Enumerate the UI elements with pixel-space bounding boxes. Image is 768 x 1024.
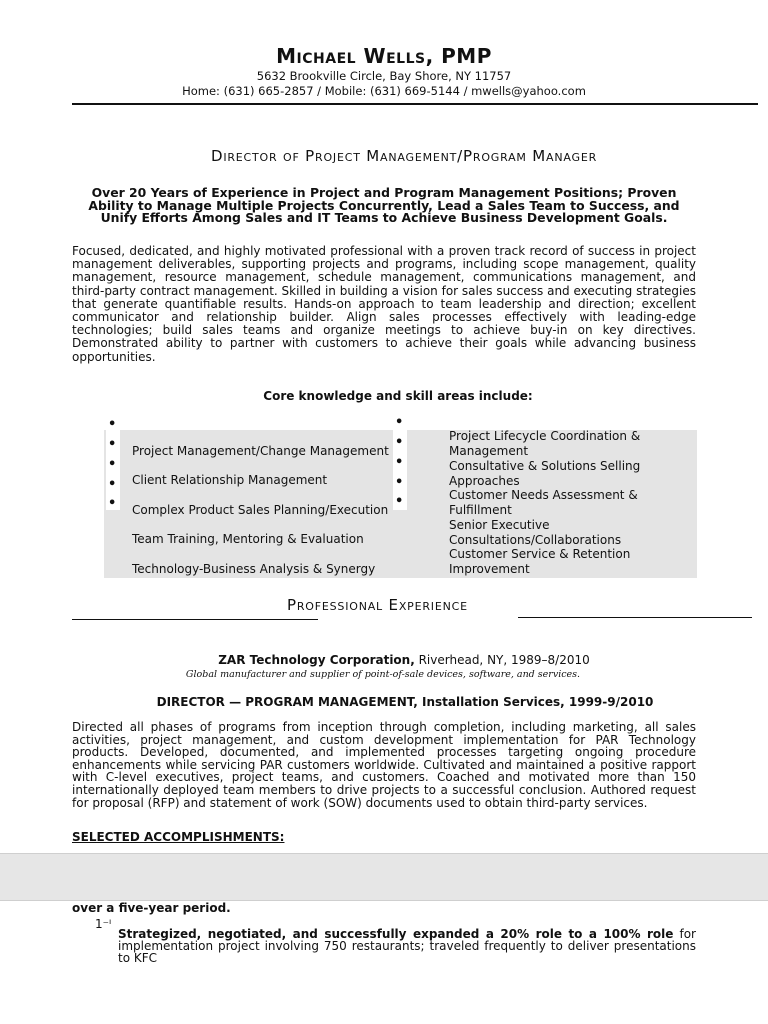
section-rule-left xyxy=(72,619,318,620)
accomplishments-heading: SELECTED ACCOMPLISHMENTS: xyxy=(72,830,285,844)
skill-item: Complex Product Sales Planning/Execution xyxy=(132,503,389,517)
bullet-icon: • xyxy=(108,457,117,472)
address: 5632 Brookville Circle, Bay Shore, NY 11757 xyxy=(256,69,512,83)
list-number-marker: 1⁻ᴵ xyxy=(95,917,112,931)
partial-accomplishment-line: over a five-year period. xyxy=(72,901,231,915)
accomplishment-item xyxy=(118,928,696,964)
bullet-icon: • xyxy=(108,477,117,492)
company-line xyxy=(0,653,768,667)
skill-item: Customer Service & Retention Improvement xyxy=(449,547,631,576)
bullet-icon: • xyxy=(395,455,404,470)
section-rule-right xyxy=(518,617,752,618)
bullet-column-right xyxy=(393,416,407,510)
skill-item: Team Training, Mentoring & Evaluation xyxy=(132,532,364,546)
skill-item: Customer Needs Assessment & Fulfillment xyxy=(449,488,638,517)
role-description: Directed all phases of programs from inception through completion, including marketing, all sales activities, project management, and custom development implementation for PAR Technology products. Developed, documented, and implemented processes targeting ongoing procedure enhancements while servicing PAR customers worldwide. Cultivated and maintained a positive rapport with C-level executives, project teams, and customers. Coached and motivated more than 150 internationally deployed team members to drive projects to a successful conclusion. Authored request for proposal (RFP) and statement of work (SOW) documents used to obtain third-party services. xyxy=(72,720,696,810)
header-rule xyxy=(72,103,758,105)
candidate-name: Michael Wells, PMP xyxy=(276,44,492,68)
skill-item: Project Management/Change Management xyxy=(132,444,389,458)
bullet-icon: • xyxy=(395,494,404,509)
bullet-icon: • xyxy=(108,437,117,452)
bullet-icon: • xyxy=(395,475,404,490)
contact-info: Home: (631) 665-2857 / Mobile: (631) 669-5144 / mwells@yahoo.com xyxy=(182,84,586,98)
bullet-icon: • xyxy=(108,496,117,511)
accomplishment-lead: Strategized, negotiated, and successfully expanded a 20% role to a 100% role xyxy=(118,927,674,941)
skill-item: Technology-Business Analysis & Synergy xyxy=(132,562,376,576)
company-name: ZAR Technology Corporation, xyxy=(218,653,415,667)
job-title: Director of Project Management/Program Manager xyxy=(210,147,598,165)
section-heading-experience: Professional Experience xyxy=(287,596,468,614)
bullet-icon: • xyxy=(108,417,117,432)
tagline: Over 20 Years of Experience in Project and Program Management Positions; Proven Ability to Manage Multiple Projects Concurrently, Lead a Sales Team to Success, and Unify Efforts Among Sales and IT Teams to Achieve Business Development Goals. xyxy=(88,185,680,226)
overlay-bar xyxy=(0,853,768,901)
skill-item: Project Lifecycle Coordination & Management xyxy=(449,429,641,458)
company-description: Global manufacturer and supplier of point-of-sale devices, software, and services. xyxy=(185,669,581,680)
core-skills-heading: Core knowledge and skill areas include: xyxy=(263,389,533,403)
bullet-icon: • xyxy=(395,435,404,450)
summary-paragraph: Focused, dedicated, and highly motivated professional with a proven track record of success in project management deliverables, supporting projects and programs, including scope management, quality management, resource management, schedule management, communications management, and third-party contract management. Skilled in building a vision for sales success and executing strategies that generate quantifiable results. Hands-on approach to team leadership and direction; excellent communicator and relationship builder. Align sales processes effectively with leading-edge technologies; build sales teams and organize meetings to achieve buy-in on key directives. Demonstrated ability to partner with customers to achieve their goals while advancing business opportunities. xyxy=(72,244,696,364)
role-title: DIRECTOR — PROGRAM MANAGEMENT, Installation Services, 1999-9/2010 xyxy=(156,695,654,709)
skill-item: Client Relationship Management xyxy=(132,473,328,487)
bullet-icon: • xyxy=(395,415,404,430)
skill-item: Consultative & Solutions Selling Approaches xyxy=(449,459,641,488)
company-location: Riverhead, NY, 1989–8/2010 xyxy=(414,653,590,667)
accomplishment-text: for implementation project involving 750 restaurants; traveled frequently to deliver presentations to KFC xyxy=(118,927,696,965)
bullet-column-left xyxy=(106,418,120,510)
skill-item: Senior Executive Consultations/Collaborations xyxy=(449,518,622,547)
